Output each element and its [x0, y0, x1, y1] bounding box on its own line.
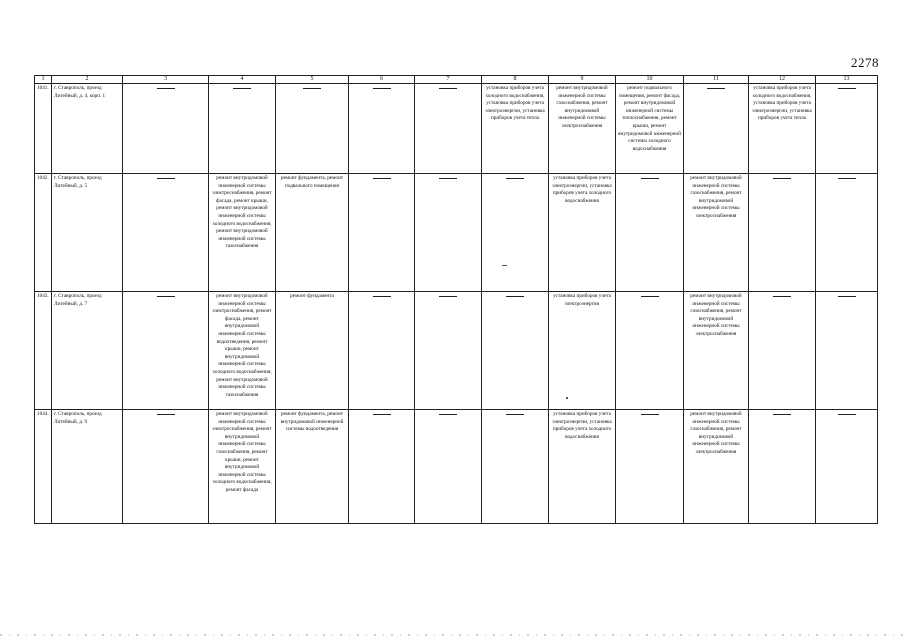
works-cell [684, 84, 749, 174]
column-header: 7 [415, 76, 482, 84]
works-cell [123, 84, 209, 174]
empty-dash [506, 414, 524, 415]
works-cell [482, 174, 549, 292]
works-cell [209, 84, 276, 174]
works-cell [123, 292, 209, 410]
works-cell: ремонт подвального помещения, ремонт фасада, ремонт внутридомовой инженерной системы теплоснабжения, ремонт крыши, ремонт внутридомовой инженерной системы холодного водоснабжения [616, 84, 684, 174]
works-cell [123, 174, 209, 292]
works-cell: установка приборов учета электроэнергии [549, 292, 616, 410]
row-number-cell: 1044. [35, 410, 52, 524]
works-cell: ремонт внутридомовой инженерной системы газоснабжения, ремонт внутридомовой инженерной системы электроснабжения [549, 84, 616, 174]
works-cell [482, 410, 549, 524]
empty-dash [157, 414, 175, 415]
column-header: 4 [209, 76, 276, 84]
works-cell: ремонт внутридомовой инженерной системы электроснабжения, ремонт внутридомовой инженерной системы газоснабжения, ремонт крыши, ремонт внутридомовой инженерной системы холодного водоснабжения, ремонт фасада [209, 410, 276, 524]
empty-dash [233, 88, 251, 89]
table-row [35, 292, 878, 410]
address-cell: г. Ставрополь, проезд Литейный, д. 5 [52, 174, 123, 292]
empty-dash [439, 88, 457, 89]
empty-dash [157, 296, 175, 297]
empty-dash [773, 178, 791, 179]
empty-dash [439, 178, 457, 179]
works-cell [276, 84, 349, 174]
empty-dash [157, 178, 175, 179]
empty-dash [641, 414, 659, 415]
scan-noise [0, 634, 905, 636]
scan-speck [502, 265, 507, 266]
column-header: 3 [123, 76, 209, 84]
empty-dash [303, 88, 321, 89]
table-row [35, 410, 878, 524]
works-cell [749, 410, 816, 524]
column-header: 5 [276, 76, 349, 84]
works-cell: установка приборов учета электроэнергии, установка приборов учета холодного водоснабжения [549, 410, 616, 524]
address-cell: г. Ставрополь, проезд Литейный, д. 9 [52, 410, 123, 524]
empty-dash [773, 296, 791, 297]
works-cell: ремонт внутридомовой инженерной системы газоснабжения, ремонт внутридомовой инженерной системы электроснабжения [684, 410, 749, 524]
works-cell [415, 84, 482, 174]
works-register-table [34, 75, 878, 524]
column-header: 11 [684, 76, 749, 84]
works-cell: установка приборов учета холодного водоснабжения, установка приборов учета электроэнергии, установка приборов учета тепла [749, 84, 816, 174]
works-cell [482, 292, 549, 410]
works-cell [349, 410, 415, 524]
scan-speck [566, 397, 568, 399]
address-cell: г. Ставрополь, проезд Литейный, д. 4, корп. 1 [52, 84, 123, 174]
works-cell [749, 292, 816, 410]
works-cell [816, 292, 878, 410]
column-header: 2 [52, 76, 123, 84]
works-cell: ремонт внутридомовой инженерной системы газоснабжения, ремонт внутридомовой инженерной системы электроснабжения [684, 292, 749, 410]
works-cell: ремонт внутридомовой инженерной системы электроснабжения, ремонт фасада, ремонт крыши, ремонт внутридомовой инженерной системы холодного водоснабжения, ремонт внутридомовой инженерной системы газоснабжения [209, 174, 276, 292]
works-cell: установка приборов учета электроэнергии, установка приборов учета холодного водоснабжения [549, 174, 616, 292]
works-cell: установка приборов учета холодного водоснабжения, установка приборов учета электроэнергии, установка приборов учета тепла [482, 84, 549, 174]
works-cell: ремонт фундамента, ремонт подвального помещения [276, 174, 349, 292]
works-cell [349, 84, 415, 174]
header-row [35, 76, 878, 84]
works-cell [349, 174, 415, 292]
column-header: 9 [549, 76, 616, 84]
empty-dash [773, 414, 791, 415]
empty-dash [506, 178, 524, 179]
works-cell [816, 410, 878, 524]
works-cell [816, 84, 878, 174]
works-cell [616, 410, 684, 524]
works-cell [349, 292, 415, 410]
empty-dash [157, 88, 175, 89]
works-cell: ремонт внутридомовой инженерной системы электроснабжения, ремонт фасада, ремонт внутридомовой инженерной системы водоотведения, ремонт крыши, ремонт внутридомовой инженерной системы холодного водоснабжения, ремонт внутридомовой инженерной системы газоснабжения [209, 292, 276, 410]
column-header: 8 [482, 76, 549, 84]
works-cell [749, 174, 816, 292]
empty-dash [373, 88, 391, 89]
works-cell: ремонт фундамента [276, 292, 349, 410]
table-row [35, 84, 878, 174]
row-number-cell: 1043. [35, 292, 52, 410]
works-cell [415, 410, 482, 524]
column-header: 12 [749, 76, 816, 84]
works-cell: ремонт внутридомовой инженерной системы газоснабжения, ремонт внутридомовой инженерной системы электроснабжения [684, 174, 749, 292]
row-number-cell: 1041. [35, 84, 52, 174]
empty-dash [838, 414, 856, 415]
works-cell [415, 174, 482, 292]
empty-dash [641, 178, 659, 179]
column-header: 13 [816, 76, 878, 84]
table-row [35, 174, 878, 292]
works-cell [616, 292, 684, 410]
column-header: 6 [349, 76, 415, 84]
empty-dash [838, 178, 856, 179]
empty-dash [439, 296, 457, 297]
page-number: 2278 [851, 55, 879, 70]
row-number-cell: 1042. [35, 174, 52, 292]
works-cell: ремонт фундамента, ремонт внутридомовой инженерной системы водоотведения [276, 410, 349, 524]
empty-dash [373, 178, 391, 179]
empty-dash [641, 296, 659, 297]
empty-dash [838, 296, 856, 297]
works-cell [816, 174, 878, 292]
column-header: 10 [616, 76, 684, 84]
works-cell [415, 292, 482, 410]
empty-dash [707, 88, 725, 89]
address-cell: г. Ставрополь, проезд Литейный, д. 7 [52, 292, 123, 410]
empty-dash [439, 414, 457, 415]
works-cell [616, 174, 684, 292]
empty-dash [373, 296, 391, 297]
column-header: 1 [35, 76, 52, 84]
empty-dash [838, 88, 856, 89]
works-cell [123, 410, 209, 524]
empty-dash [373, 414, 391, 415]
empty-dash [506, 296, 524, 297]
